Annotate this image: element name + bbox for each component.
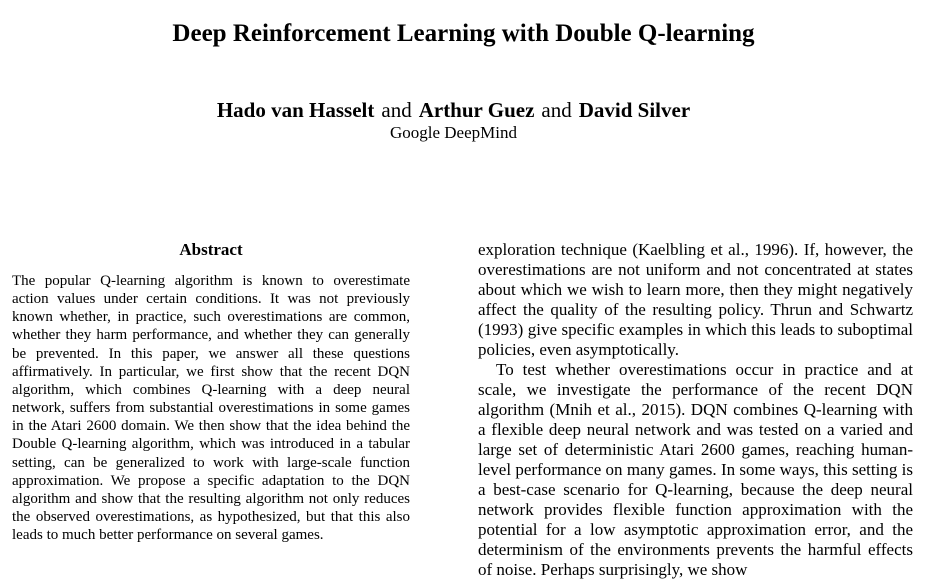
- intro-column: [478, 240, 913, 580]
- author-list: [0, 96, 907, 124]
- author-separator: and: [541, 98, 572, 122]
- author-affiliation: Google DeepMind: [389, 123, 517, 142]
- intro-paragraph: exploration technique (Kaelbling et al., 1996). If, however, the overestimations are not uniform and not concentrated at states about which we wish to learn more, then they might negatively affect the quality of the resulting policy. Thrun and Schwartz (1993) give specific examples in which this leads to suboptimal policies, even asymptotically.: [478, 240, 913, 359]
- intro-paragraph: To test whether overestimations occur in practice and at scale, we investigate the performance of the recent DQN algorithm (Mnih et al., 2015). DQN combines Q-learning with a flexible deep neural network and was tested on a varied and large set of deterministic Atari 2600 games, reaching human-level performance on many games. In some ways, this setting is a best-case scenario for Q-learning, because the deep neural network provides flexible function approximation with the potential for a low asymptotic approximation error, and the determinism of the environments prevents the harmful effects of noise. Perhaps surprisingly, we show: [478, 360, 913, 579]
- abstract-text: The popular Q-learning algorithm is known to overestimate action values under certain conditions. It was not previously known whether, in practice, such overestimations are common, whether they harm performance, and whether they can generally be prevented. In this paper, we answer all these questions affirmatively. In particular, we first show that the recent DQN algorithm, which combines Q-learning with a deep neural network, suffers from substantial overestimations in some games in the Atari 2600 domain. We then show that the idea behind the Double Q-learning algorithm, which was introduced in a tabular setting, can be generalized to work with large-scale function approximation. We propose a specific adaptation to the DQN algorithm and show that the resulting algorithm not only reduces the observed overestimations, as hypothesized, but that this also leads to much better performance on several games.: [12, 273, 410, 544]
- author-name: Hado van Hasselt: [216, 98, 375, 122]
- author-separator: and: [381, 98, 412, 122]
- abstract-heading: Abstract: [179, 240, 243, 259]
- author-name: David Silver: [578, 98, 691, 122]
- author-name: Arthur Guez: [418, 98, 535, 122]
- paper-title: Deep Reinforcement Learning with Double Q-learning: [172, 20, 755, 47]
